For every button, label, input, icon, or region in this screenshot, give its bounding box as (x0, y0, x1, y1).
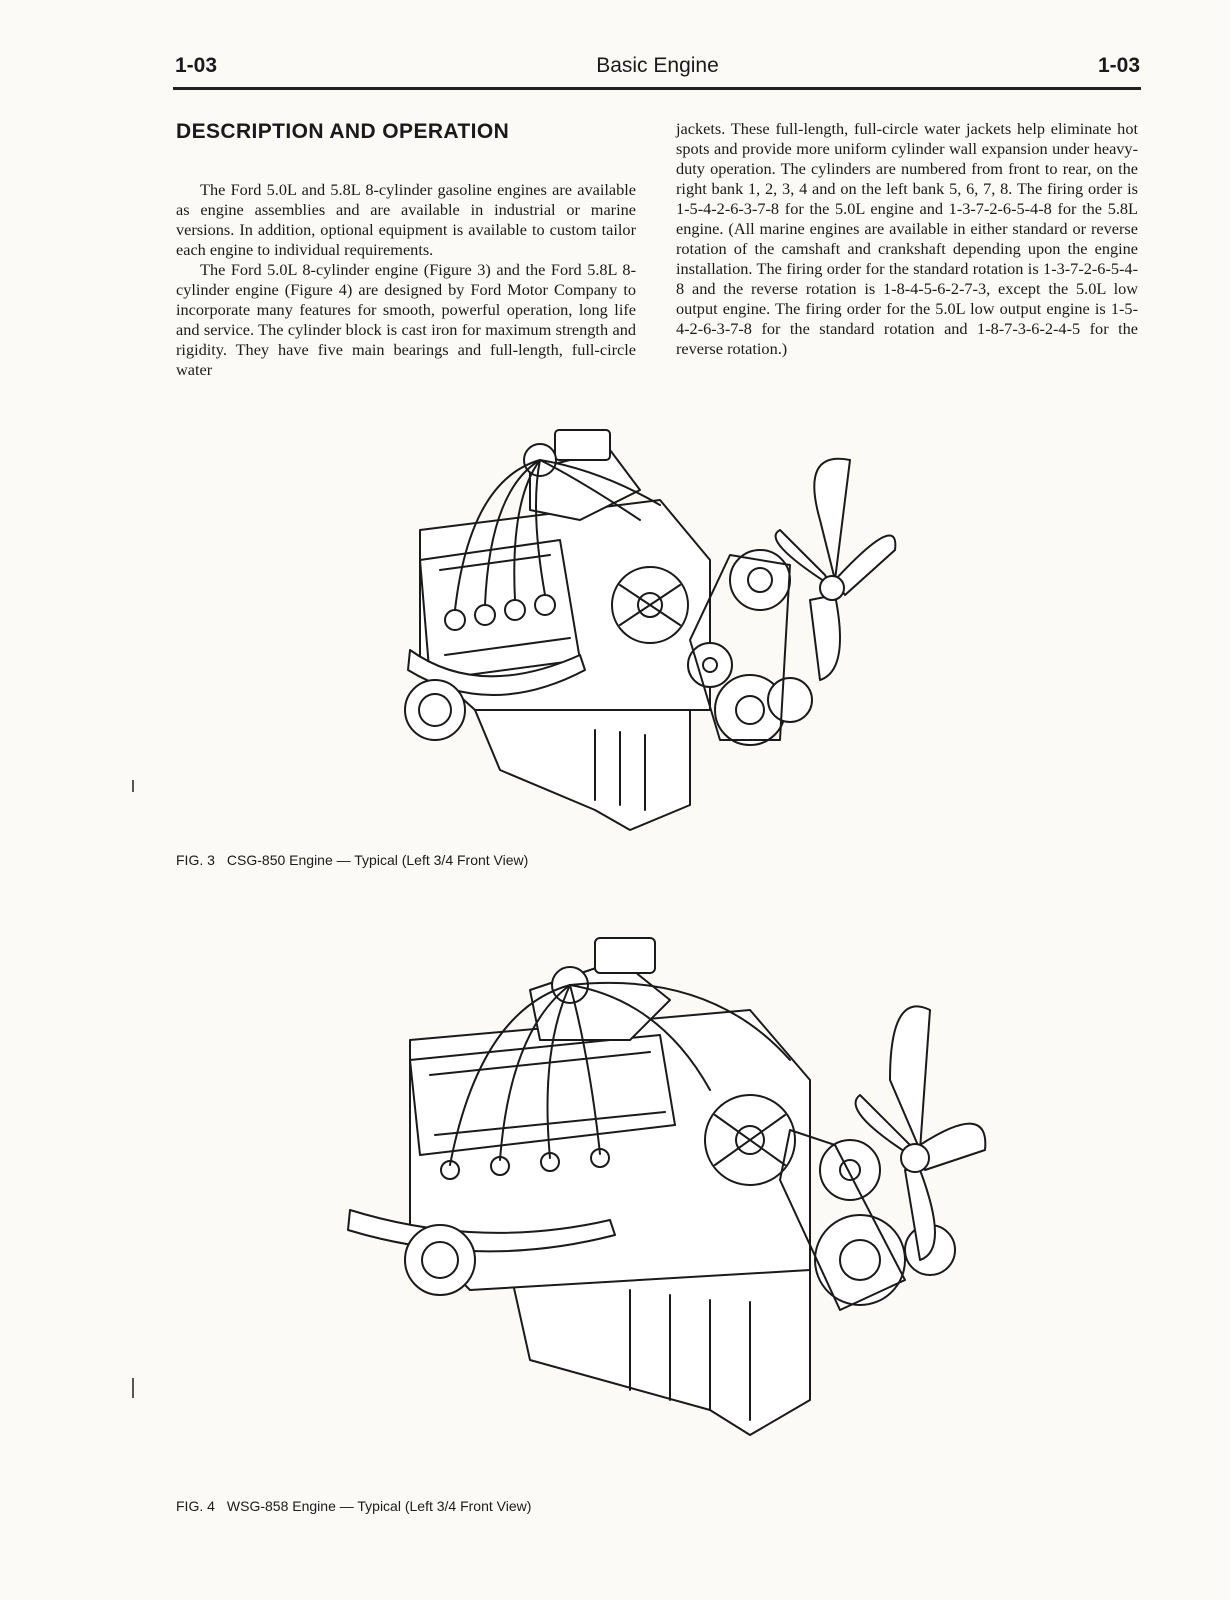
text-column-left (176, 180, 636, 380)
header-rule (173, 87, 1141, 90)
scan-margin-mark (132, 780, 134, 792)
figure-4-caption (176, 1498, 531, 1514)
figure-4-engine-illustration (330, 930, 990, 1450)
section-heading: DESCRIPTION AND OPERATION (176, 120, 510, 143)
figure-caption-text: WSG-858 Engine — Typical (Left 3/4 Front View) (226, 1498, 532, 1514)
page-header (175, 52, 1140, 86)
figure-number: FIG. 3 (176, 852, 215, 868)
page-number-right: 1-03 (1097, 54, 1140, 77)
text-column-right (676, 119, 1138, 359)
paragraph: jackets. These full-length, full-circle water jackets help eliminate hot spots and provide more uniform cylinder wall expansion under heavy-duty operation. The cylinders are numbered from front to rear, on the right bank 1, 2, 3, 4 and on the left bank 5, 6, 7, 8. The firing order is 1-5-4-2-6-3-7-8 for the 5.0L engine and 1-3-7-2-6-5-4-8 for the 5.8L engine. (All marine engines are available in either standard or reverse rotation of the camshaft and crankshaft depending upon the engine installation. The firing order for the standard rotation is 1-3-7-2-6-5-4-8 and the reverse rotation is 1-8-4-5-6-2-7-3, except the 5.0L low output engine. The firing order for the 5.0L low output engine is 1-5-4-2-6-3-7-8 for the standard rotation and 1-8-7-3-6-2-4-5 for the reverse rotation.) (676, 119, 1138, 358)
chapter-title: Basic Engine (596, 54, 719, 77)
figure-3-caption (176, 852, 528, 868)
paragraph: The Ford 5.0L 8-cylinder engine (Figure 3) and the Ford 5.8L 8-cylinder engine (Figure 4) are designed by Ford Motor Company to incorporate many features for smooth, powerful operation, long life and service. The cylinder block is cast iron for maximum strength and rigidity. They have five main bearings and full-length, full-circle water (176, 260, 636, 379)
figure-number: FIG. 4 (176, 1498, 215, 1514)
paragraph: The Ford 5.0L and 5.8L 8-cylinder gasoline engines are available as engine assemblies and are available in industrial or marine versions. In addition, optional equipment is available to custom tailor each engine to individual requirements. (176, 180, 636, 259)
figure-caption-text: CSG-850 Engine — Typical (Left 3/4 Front View) (226, 852, 529, 868)
figure-3-engine-illustration (380, 410, 900, 840)
scan-margin-mark (132, 1378, 134, 1398)
page-number-left: 1-03 (175, 54, 218, 77)
